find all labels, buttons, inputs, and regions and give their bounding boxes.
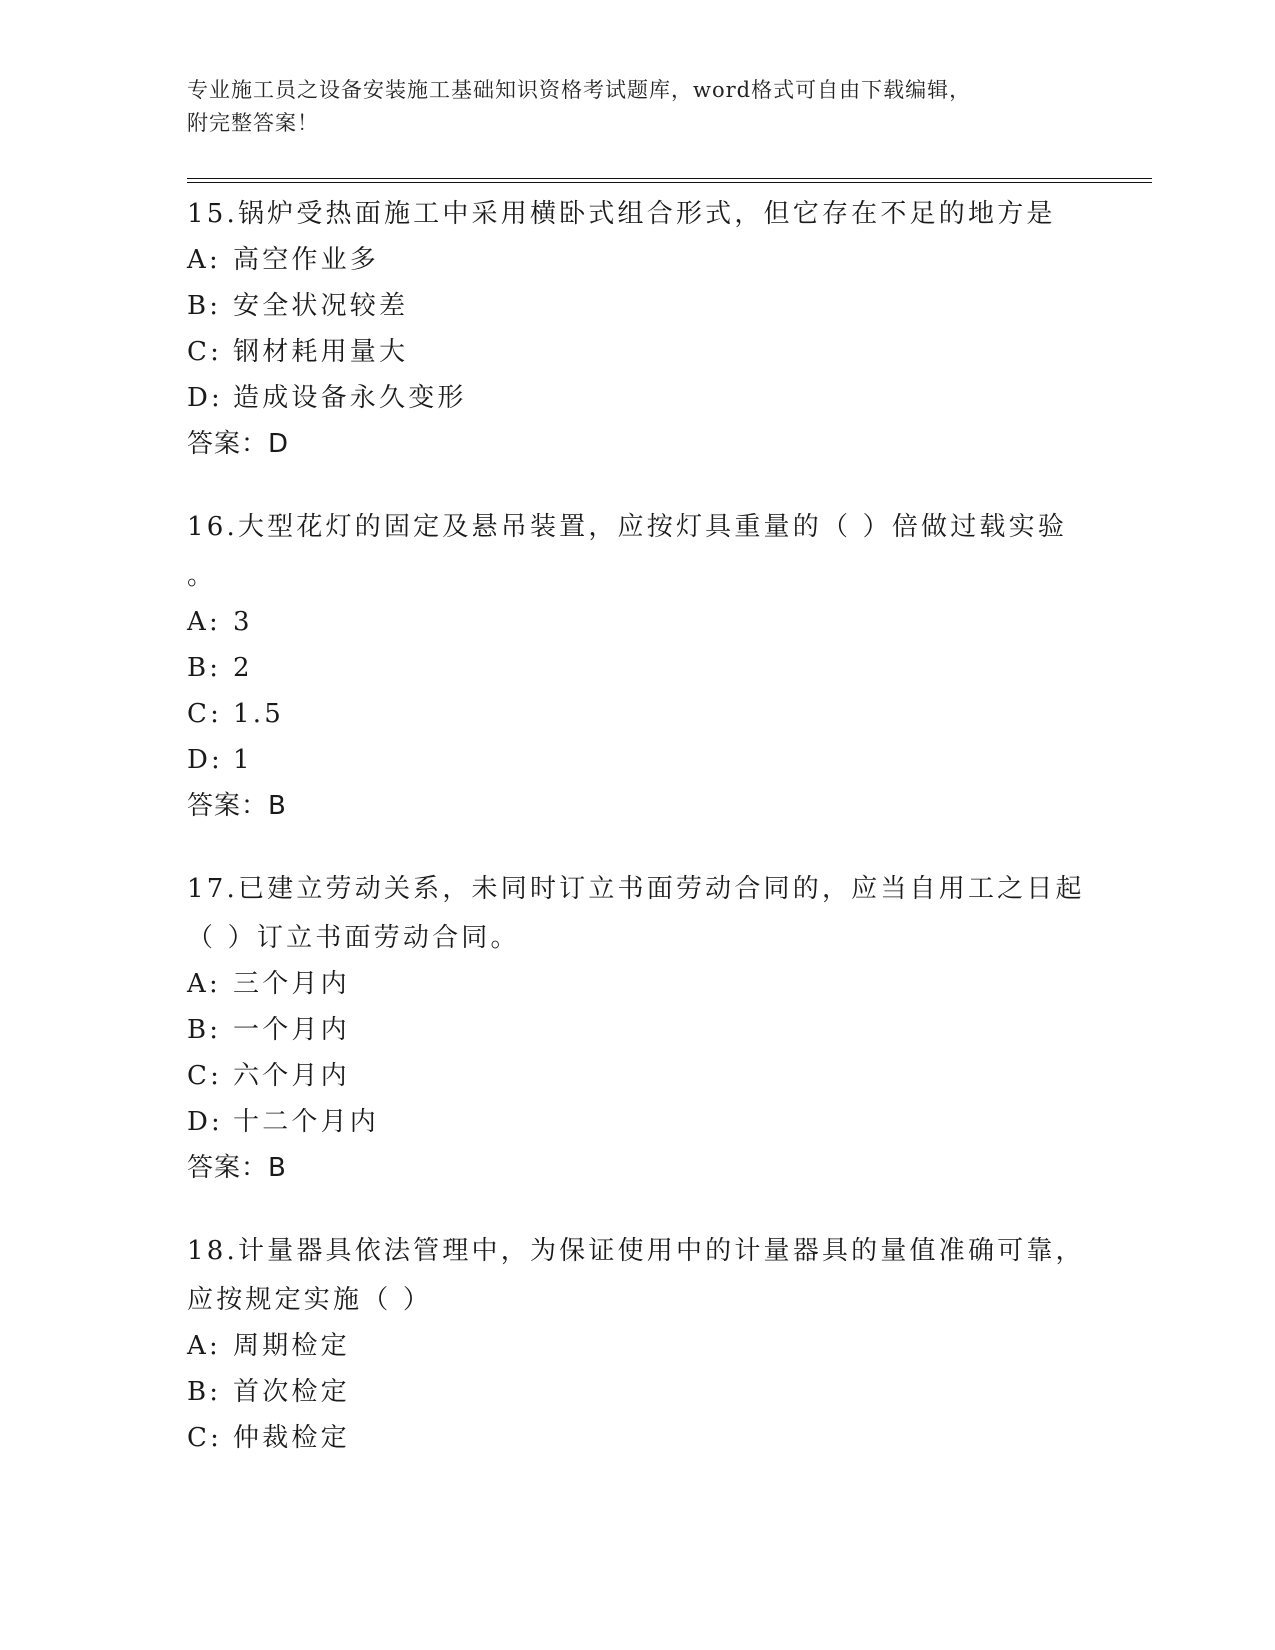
answer-option bbox=[187, 283, 1107, 329]
answer-option bbox=[187, 599, 1107, 645]
question-block bbox=[187, 867, 1107, 1191]
option-letter: C: bbox=[187, 1423, 223, 1453]
answer-option bbox=[187, 1323, 1107, 1369]
answer-option bbox=[187, 1099, 1107, 1145]
question-stem: 16.大型花灯的固定及悬吊装置，应按灯具重量的（ ）倍做过载实验 bbox=[187, 512, 1068, 542]
question-block bbox=[187, 1229, 1107, 1461]
question-stem: 18.计量器具依法管理中，为保证使用中的计量器具的量值准确可靠， bbox=[187, 1236, 1085, 1266]
question-block bbox=[187, 505, 1107, 829]
header-divider-top bbox=[187, 178, 1152, 179]
option-letter: B: bbox=[187, 1015, 222, 1045]
option-text: 周期检定 bbox=[233, 1331, 350, 1361]
option-letter: A: bbox=[187, 1331, 221, 1361]
option-text: 高空作业多 bbox=[233, 245, 380, 275]
option-letter: A: bbox=[187, 969, 221, 999]
header-title-line-2: 附完整答案！ bbox=[187, 111, 319, 135]
question-stem: （ ）订立书面劳动合同。 bbox=[187, 923, 520, 953]
option-letter: C: bbox=[187, 337, 223, 367]
option-letter: B: bbox=[187, 291, 222, 321]
question-stem: 应按规定实施（ ） bbox=[187, 1285, 433, 1315]
answer-option bbox=[187, 961, 1107, 1007]
option-letter: B: bbox=[187, 653, 222, 683]
document-header bbox=[187, 74, 1087, 140]
header-title-line-1: 专业施工员之设备安装施工基础知识资格考试题库，word格式可自由下载编辑， bbox=[187, 78, 972, 102]
option-text: 安全状况较差 bbox=[233, 291, 409, 321]
option-letter: C: bbox=[187, 1061, 223, 1091]
answer-option bbox=[187, 691, 1107, 737]
question-list bbox=[187, 188, 1107, 1499]
answer-option bbox=[187, 1369, 1107, 1415]
option-text: 钢材耗用量大 bbox=[233, 337, 409, 367]
question-block bbox=[187, 192, 1107, 467]
option-text: 六个月内 bbox=[233, 1061, 350, 1091]
option-letter: D: bbox=[187, 745, 224, 775]
option-letter: D: bbox=[187, 383, 224, 413]
answer-key: 答案：B bbox=[187, 791, 287, 821]
answer-option bbox=[187, 329, 1107, 375]
answer-option bbox=[187, 1007, 1107, 1053]
option-text: 1 bbox=[233, 745, 253, 775]
question-stem: 15.锅炉受热面施工中采用横卧式组合形式，但它存在不足的地方是 bbox=[187, 199, 1056, 229]
question-stem: 17.已建立劳动关系，未同时订立书面劳动合同的，应当自用工之日起 bbox=[187, 874, 1085, 904]
option-text: 造成设备永久变形 bbox=[233, 383, 467, 413]
option-letter: D: bbox=[187, 1107, 224, 1137]
option-text: 一个月内 bbox=[233, 1015, 350, 1045]
answer-option bbox=[187, 237, 1107, 283]
option-letter: B: bbox=[187, 1377, 222, 1407]
answer-option bbox=[187, 1053, 1107, 1099]
option-text: 首次检定 bbox=[233, 1377, 350, 1407]
option-letter: A: bbox=[187, 607, 221, 637]
option-letter: A: bbox=[187, 245, 221, 275]
option-text: 十二个月内 bbox=[233, 1107, 380, 1137]
option-text: 2 bbox=[233, 653, 253, 683]
answer-option bbox=[187, 1415, 1107, 1461]
answer-option bbox=[187, 737, 1107, 783]
header-divider-bottom bbox=[187, 182, 1152, 183]
answer-key: 答案：B bbox=[187, 1153, 287, 1183]
answer-key: 答案：D bbox=[187, 429, 290, 459]
question-stem: 。 bbox=[187, 561, 217, 591]
option-letter: C: bbox=[187, 699, 223, 729]
option-text: 1.5 bbox=[233, 699, 284, 729]
answer-option bbox=[187, 645, 1107, 691]
answer-option bbox=[187, 375, 1107, 421]
option-text: 三个月内 bbox=[233, 969, 350, 999]
option-text: 3 bbox=[233, 607, 253, 637]
option-text: 仲裁检定 bbox=[233, 1423, 350, 1453]
